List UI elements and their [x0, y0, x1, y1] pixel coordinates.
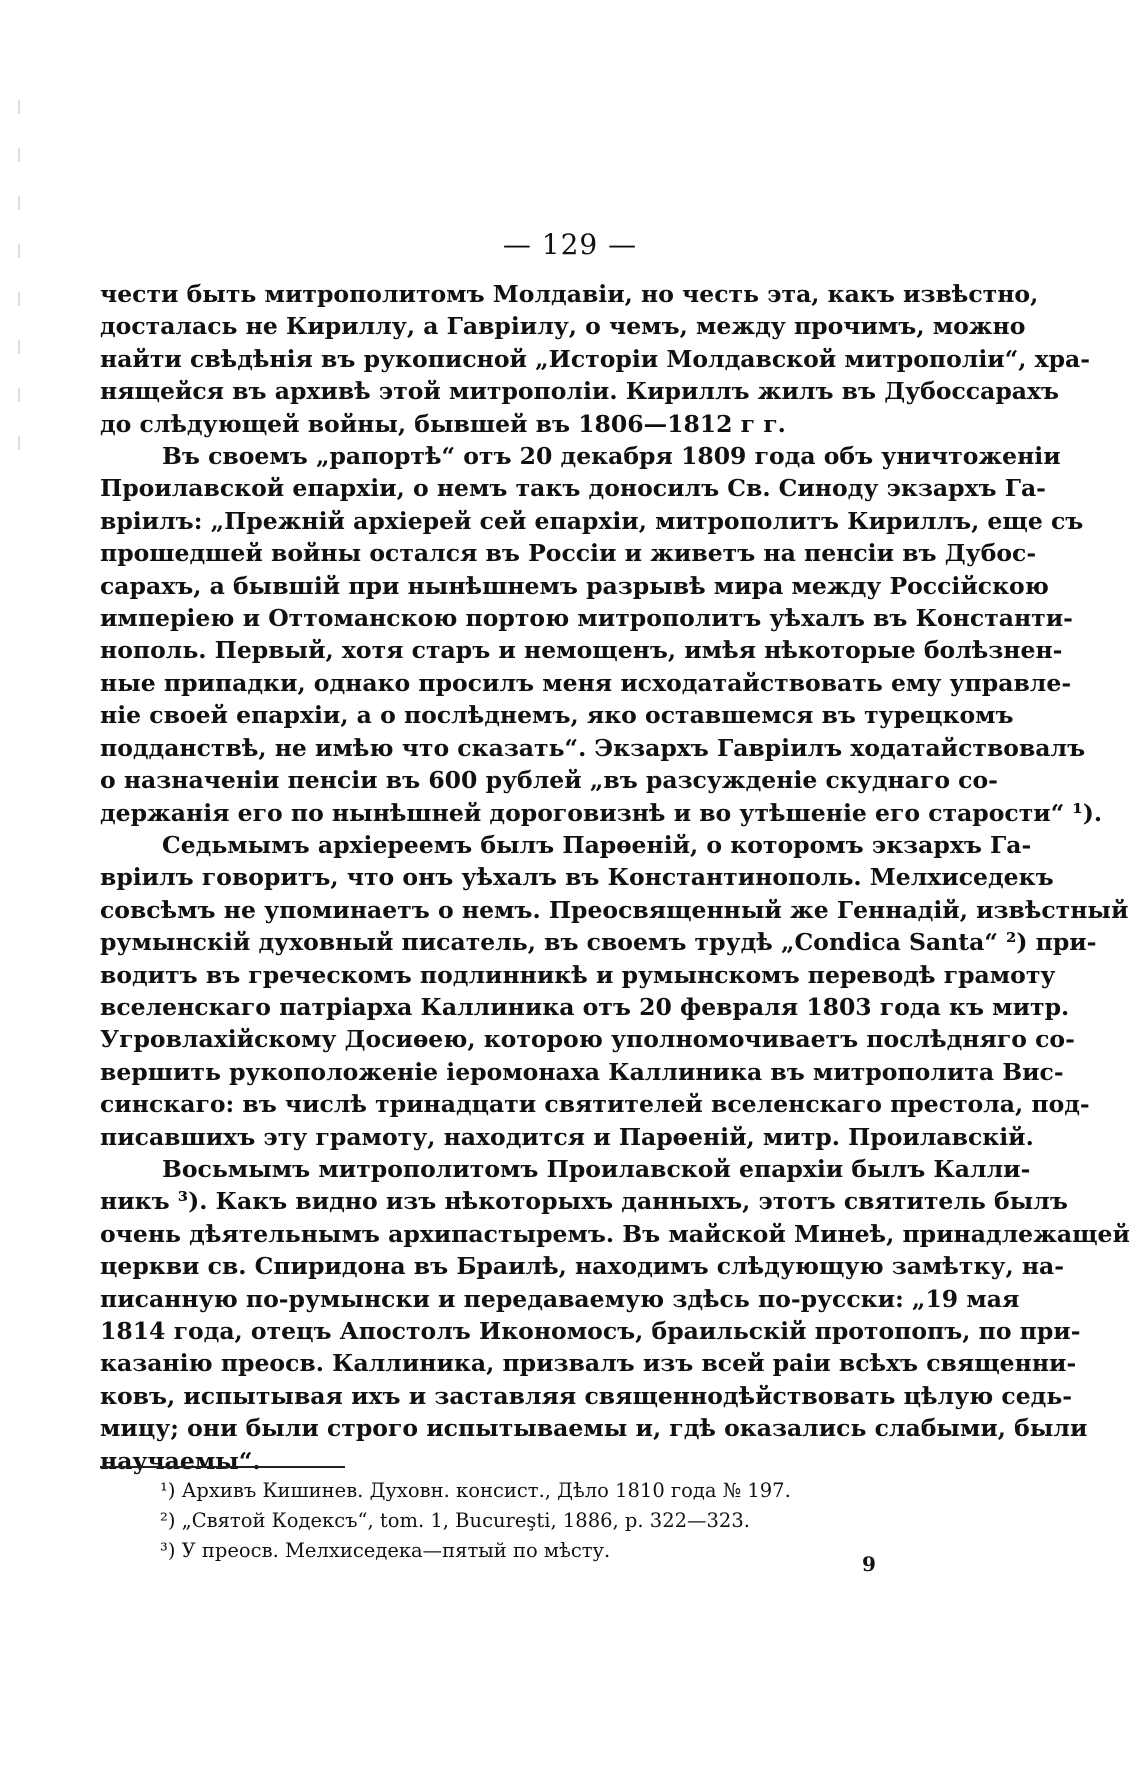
- text-line: чести быть митрополитомъ Молдавіи, но честь эта, какъ извѣстно,: [100, 280, 1039, 308]
- text-line: нящейся въ архивѣ этой митрополіи. Кириллъ жилъ въ Дубоссарахъ: [100, 377, 1060, 406]
- margin-scan-marks: [18, 100, 22, 480]
- text-line: держанія его по нынѣшней дороговизнѣ и во утѣшеніе его старости“ ¹).: [100, 798, 1103, 827]
- text-line: прошедшей войны остался въ Россіи и живетъ на пенсіи въ Дубос-: [100, 539, 1037, 568]
- footnote-rule: [100, 1466, 345, 1468]
- text-line: водитъ въ греческомъ подлинникѣ и румынскомъ переводѣ грамоту: [100, 960, 1056, 989]
- text-line: мицу; они были строго испытываемы и, гдѣ оказались слабыми, были: [100, 1414, 1088, 1443]
- text-line: совсѣмъ не упоминаетъ о немъ. Преосвященный же Геннадій, извѣстный: [100, 895, 1129, 924]
- text-line: 1814 года, отецъ Апостолъ Икономосъ, браильскій протопопъ, по при-: [100, 1317, 1081, 1345]
- body-text: [100, 278, 1130, 1477]
- text-line: о назначеніи пенсіи въ 600 рублей „въ разсужденіе скуднаго со-: [100, 766, 998, 795]
- text-line: ные припадки, однако просилъ меня исходатайствовать ему управле-: [100, 668, 1072, 697]
- text-line: вріилъ говоритъ, что онъ уѣхалъ въ Константинополь. Мелхиседекъ: [100, 863, 1054, 892]
- text-line: до слѣдующей войны, бывшей въ 1806—1812 г г.: [100, 409, 786, 438]
- text-line: имперіею и Оттоманскою портою митрополитъ уѣхалъ въ Константи-: [100, 604, 1073, 633]
- text-line: Въ своемъ „рапортѣ“ отъ 20 декабря 1809 года объ уничтоженіи: [162, 442, 1061, 471]
- text-line: Угровлахійскому Досиѳею, которою уполномочиваетъ послѣдняго со-: [100, 1025, 1075, 1054]
- text-line: научаемы“.: [100, 1446, 261, 1475]
- text-line: ковъ, испытывая ихъ и заставляя священнодѣйствовать цѣлую седь-: [100, 1381, 1073, 1410]
- text-line: нополь. Первый, хотя старъ и немощенъ, имѣя нѣкоторые болѣзнен-: [100, 636, 1063, 665]
- text-line: никъ ³). Какъ видно изъ нѣкоторыхъ данныхъ, этотъ святитель былъ: [100, 1187, 1068, 1216]
- text-line: писанную по-румынски и передаваемую здѣсь по-русски: „19 мая: [100, 1284, 1020, 1313]
- text-line: очень дѣятельнымъ архипастыремъ. Въ майской Минеѣ, принадлежащей: [100, 1219, 1130, 1248]
- text-line: казанію преосв. Каллиника, призвалъ изъ всей раіи всѣхъ священни-: [100, 1349, 1077, 1378]
- footnote-2: ²) „Святой Кодексъ“, tom. 1, Bucureşti, 1886, p. 322—323.: [160, 1509, 750, 1532]
- text-line: ніе своей епархіи, а о послѣднемъ, яко оставшемся въ турецкомъ: [100, 701, 1014, 730]
- running-head: — 129 —: [502, 228, 638, 261]
- text-line: подданствѣ, не имѣю что сказать“. Экзархъ Гавріилъ ходатайствовалъ: [100, 733, 1086, 762]
- signature-mark: 9: [862, 1552, 876, 1576]
- text-line: Седьмымъ архіереемъ былъ Парѳеній, о которомъ экзархъ Га-: [162, 830, 1032, 859]
- text-line: Восьмымъ митрополитомъ Проилавской епархіи былъ Калли-: [162, 1154, 1031, 1183]
- text-line: досталась не Кириллу, а Гавріилу, о чемъ, между прочимъ, можно: [100, 312, 1026, 341]
- text-line: вріилъ: „Прежній архіерей сей епархіи, митрополитъ Кириллъ, еще съ: [100, 506, 1084, 535]
- footnote-3: ³) У преосв. Мелхиседека—пятый по мѣсту.: [160, 1539, 611, 1562]
- text-line: церкви св. Спиридона въ Браилѣ, находимъ слѣдующую замѣтку, на-: [100, 1252, 1065, 1281]
- text-line: писавшихъ эту грамоту, находится и Парѳеній, митр. Проилавскій.: [100, 1122, 1034, 1151]
- text-line: синскаго: въ числѣ тринадцати святителей вселенскаго престола, под-: [100, 1090, 1090, 1119]
- footnotes: [160, 1476, 920, 1566]
- text-line: вселенскаго патріарха Каллиника отъ 20 февраля 1803 года къ митр.: [100, 992, 1070, 1021]
- text-line: сарахъ, а бывшій при нынѣшнемъ разрывѣ мира между Россійскою: [100, 571, 1049, 600]
- text-line: вершить рукоположеніе іеромонаха Каллиника въ митрополита Вис-: [100, 1057, 1064, 1086]
- text-line: румынскій духовный писатель, въ своемъ трудѣ „Condica Santa“ ²) при-: [100, 928, 1097, 957]
- footnote-1: ¹) Архивъ Кишинев. Духовн. консист., Дѣло 1810 года № 197.: [160, 1479, 791, 1502]
- text-line: Проилавской епархіи, о немъ такъ доносилъ Св. Синоду экзархъ Га-: [100, 474, 1046, 503]
- text-line: найти свѣдѣнія въ рукописной „Исторіи Молдавской митрополіи“, хра-: [100, 344, 1091, 373]
